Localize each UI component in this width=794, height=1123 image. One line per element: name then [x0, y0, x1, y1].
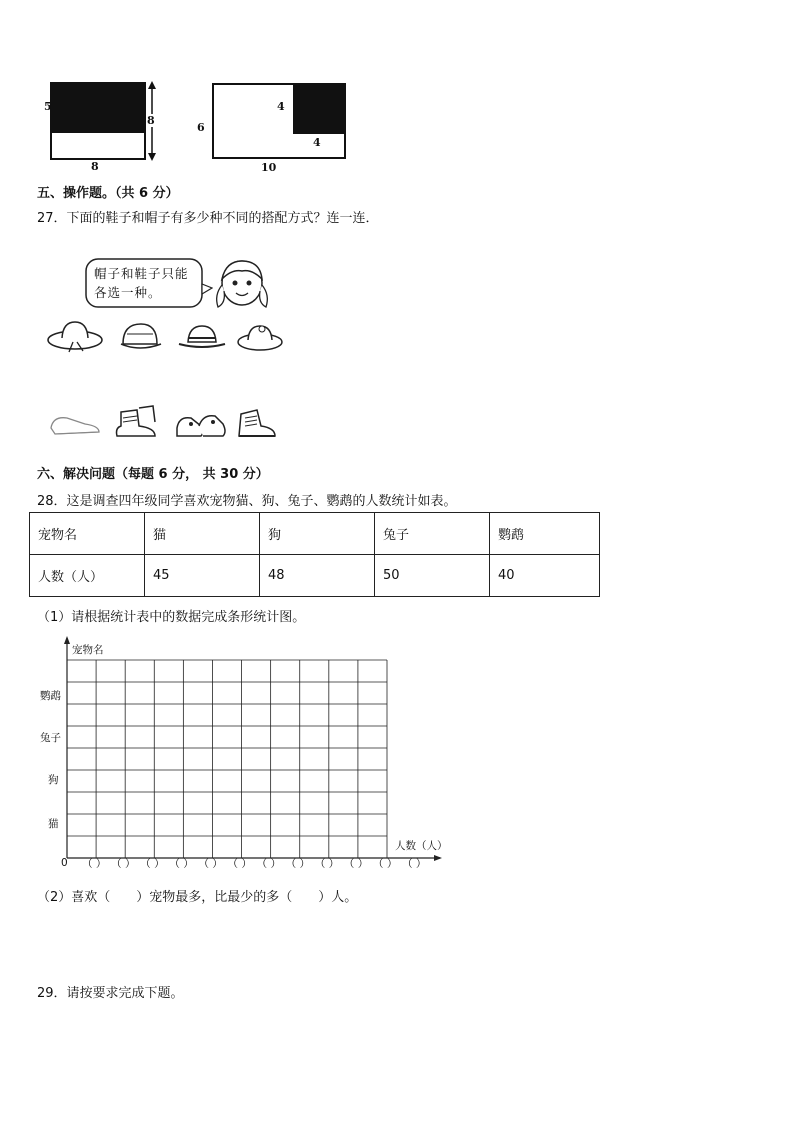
sub-question-1: （1）请根据统计表中的数据完成条形统计图。 — [37, 610, 306, 625]
chart-grid-svg — [30, 630, 450, 882]
x-tick-blank: （ ） — [314, 858, 340, 870]
table-cell: 狗 — [260, 513, 375, 555]
x-tick-blank: （ ） — [227, 858, 252, 870]
category-label: 鹦鹉 — [40, 690, 61, 702]
bubble-line-1: 帽子和鞋子只能 — [94, 266, 189, 281]
square-bottom-label: 4 — [313, 136, 321, 149]
table-cell: 45 — [145, 555, 260, 597]
table-cell: 宠物名 — [30, 513, 145, 555]
x-tick-blank: （ ） — [82, 858, 107, 870]
pet-survey-table — [29, 512, 600, 597]
x-tick-blank: （ ） — [111, 858, 136, 870]
sun-hat-icon — [48, 322, 102, 352]
table-row — [30, 513, 600, 555]
girl-illustration — [212, 255, 274, 313]
left-side-label: 6 — [197, 121, 205, 134]
x-tick-row — [30, 856, 450, 874]
y-axis-title: 宠物名 — [72, 644, 104, 656]
y-axis-arrow — [64, 636, 70, 644]
x-tick-blank: （ ） — [256, 858, 281, 870]
sub-question-2: （2）喜欢（ ）宠物最多，比最少的多（ ）人。 — [37, 890, 358, 905]
bottom-label: 8 — [91, 160, 99, 173]
table-row — [30, 555, 600, 597]
table-cell: 40 — [490, 555, 600, 597]
bubble-line-2: 各选一种。 — [94, 285, 162, 300]
question-28: 28．这是调查四年级同学喜欢宠物猫、狗、兔子、鹦鹉的人数统计如表。 — [37, 494, 457, 509]
category-label: 兔子 — [40, 732, 61, 744]
category-label: 猫 — [48, 818, 59, 830]
category-label: 狗 — [48, 774, 59, 786]
shaded-square — [293, 84, 345, 134]
figure-rectangle-left — [40, 78, 170, 173]
bottom-label: 10 — [261, 161, 277, 174]
fedora-hat-icon — [179, 326, 225, 347]
shaded-part — [51, 83, 145, 133]
shoes-row — [45, 402, 285, 442]
x-tick-blank: （ ） — [140, 858, 165, 870]
x-axis-title: 人数（人） — [395, 840, 448, 852]
x-tick-blank: （ ） — [285, 858, 311, 870]
x-tick-blank: （ ） — [198, 858, 223, 870]
left-side-label: 5 — [44, 100, 52, 113]
section-5-heading: 五、操作题。（共 6 分） — [37, 186, 179, 201]
bar-chart-grid — [30, 630, 450, 882]
speech-bubble — [85, 258, 213, 310]
table-cell: 鹦鹉 — [490, 513, 600, 555]
section-6-heading: 六、解决问题（每题 6 分， 共 30 分） — [37, 467, 269, 482]
square-side-label: 4 — [277, 100, 285, 113]
table-cell: 48 — [260, 555, 375, 597]
table-cell: 50 — [375, 555, 490, 597]
table-cell: 猫 — [145, 513, 260, 555]
shoes-pair-icon — [177, 416, 225, 436]
question-29: 29．请按要求完成下题。 — [37, 986, 184, 1001]
sneaker-icon — [51, 418, 99, 434]
cap-icon — [121, 324, 161, 348]
flower-hat-icon — [238, 326, 282, 350]
high-top-shoe-icon — [239, 410, 275, 436]
hats-row — [45, 316, 285, 356]
x-tick-blank: （ ） — [169, 858, 194, 870]
x-tick-blank: （ ） — [373, 858, 398, 870]
table-cell: 兔子 — [375, 513, 490, 555]
origin-label: 0 — [61, 857, 68, 869]
question-27: 27．下面的鞋子和帽子有多少种不同的搭配方式？连一连． — [37, 211, 379, 226]
boot-icon — [117, 406, 156, 436]
table-cell: 人数（人） — [30, 555, 145, 597]
x-tick-blank: （ ） — [402, 858, 427, 870]
x-tick-blank: （ ） — [343, 858, 369, 870]
figure-rectangle-right — [195, 80, 355, 175]
height-label: 8 — [147, 114, 155, 127]
